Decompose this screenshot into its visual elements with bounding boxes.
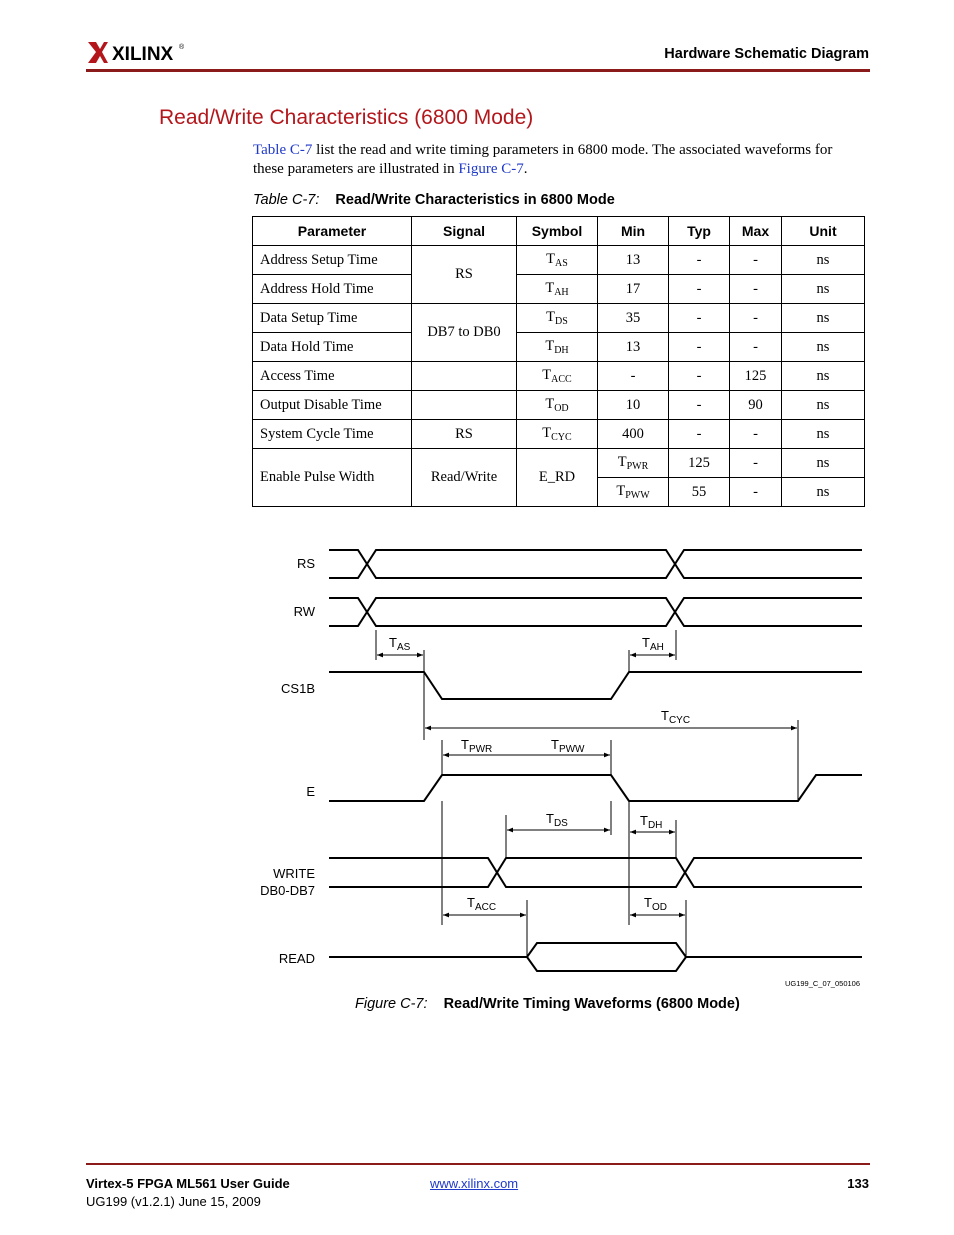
cell-symbol: $T_{DH}$ (517, 333, 598, 362)
table-row (253, 275, 865, 304)
timing-waveform-diagram (0, 530, 954, 995)
section-title: Read/Write Characteristics (6800 Mode) (159, 106, 534, 129)
signal-label-e: E (306, 784, 315, 799)
cell-typ: - (669, 362, 730, 391)
tas-label: $T_{AS}$ (389, 635, 411, 653)
table-caption-number: Table C-7: (253, 192, 320, 208)
cell-typ: - (730, 449, 782, 478)
header-typ: Typ (669, 217, 730, 246)
cell-symbol: $T_{ACC}$ (517, 362, 598, 391)
cell-unit: ns (782, 362, 865, 391)
tod-label: $T_{OD}$ (644, 895, 667, 913)
cell-min: 400 (598, 420, 669, 449)
footer-rule (86, 1163, 870, 1165)
rs-waveform-upper (329, 550, 862, 578)
signal-label-db: DB0-DB7 (260, 883, 315, 898)
cell-symbol: E_RD (517, 449, 598, 507)
cell-unit: ns (782, 391, 865, 420)
header-symbol: Symbol (517, 217, 598, 246)
cell-min: 55 (669, 478, 730, 507)
intro-paragraph (253, 141, 853, 179)
rs-waveform-lower (329, 550, 862, 578)
tcyc-label: $T_{CYC}$ (661, 708, 691, 726)
cell-parameter: Address Setup Time (253, 246, 412, 275)
cell-max: - (730, 333, 782, 362)
cell-parameter: Enable Pulse Width (253, 449, 412, 507)
cell-subsymbol: $T_{PWW}$ (598, 478, 669, 507)
cell-unit: ns (782, 449, 865, 478)
cell-unit: ns (782, 420, 865, 449)
cell-typ: - (669, 420, 730, 449)
cell-max: 125 (730, 362, 782, 391)
table-row (253, 304, 865, 333)
write-waveform-upper (329, 858, 862, 887)
header-title: Hardware Schematic Diagram (664, 46, 869, 62)
tpwr-label: $T_{PWR}$ (461, 737, 493, 755)
header-signal: Signal (412, 217, 517, 246)
table-header-row (253, 217, 865, 246)
cell-signal (412, 391, 517, 420)
cell-parameter: System Cycle Time (253, 420, 412, 449)
tah-label: $T_{AH}$ (642, 635, 664, 653)
read-waveform-upper (329, 943, 862, 957)
cs1b-waveform (329, 672, 862, 699)
footer-doc-title: Virtex-5 FPGA ML561 User Guide (86, 1176, 290, 1191)
table-row (253, 246, 865, 275)
cell-unit: ns (782, 275, 865, 304)
header-parameter: Parameter (253, 217, 412, 246)
cell-unit: ns (782, 246, 865, 275)
footer-revision: UG199 (v1.2.1) June 15, 2009 (86, 1194, 261, 1209)
header-min: Min (598, 217, 669, 246)
cell-symbol: $T_{AH}$ (517, 275, 598, 304)
table-link[interactable]: Table C-7 (253, 142, 313, 158)
cell-min: 13 (598, 333, 669, 362)
signal-label-rw: RW (293, 604, 315, 619)
rw-waveform-upper (329, 598, 862, 626)
figure-code: UG199_C_07_050106 (784, 979, 860, 988)
write-waveform-lower (329, 858, 862, 887)
registered-mark: ® (179, 44, 185, 51)
cell-parameter: Data Setup Time (253, 304, 412, 333)
figure-caption (355, 996, 740, 1012)
cell-unit: ns (782, 478, 865, 507)
cell-typ: - (669, 333, 730, 362)
table-caption-title: Read/Write Characteristics in 6800 Mode (335, 192, 615, 208)
cell-min: - (598, 362, 669, 391)
signal-label-write: WRITE (273, 866, 315, 881)
table-row (253, 420, 865, 449)
cell-min: 17 (598, 275, 669, 304)
cell-min: 10 (598, 391, 669, 420)
footer-url-link[interactable]: www.xilinx.com (430, 1176, 519, 1191)
e-waveform (329, 775, 862, 801)
cell-signal: DB7 to DB0 (412, 304, 517, 362)
intro-text-2: . (523, 161, 528, 177)
table-row (253, 362, 865, 391)
tpww-label: $T_{PWW}$ (551, 737, 585, 755)
cell-symbol: $T_{CYC}$ (517, 420, 598, 449)
cell-typ: - (669, 304, 730, 333)
xilinx-logo (86, 38, 186, 68)
cell-symbol: $T_{OD}$ (517, 391, 598, 420)
figure-caption-number: Figure C-7: (355, 996, 428, 1012)
timing-parameter-table (252, 216, 865, 507)
cell-unit: ns (782, 333, 865, 362)
cell-typ: - (669, 246, 730, 275)
header-rule (86, 69, 870, 72)
logo-text: XILINX (112, 44, 174, 65)
figure-link[interactable]: Figure C-7 (458, 161, 524, 177)
cell-parameter: Address Hold Time (253, 275, 412, 304)
tds-label: $T_{DS}$ (546, 811, 568, 829)
cell-parameter: Output Disable Time (253, 391, 412, 420)
signal-label-read: READ (278, 951, 315, 966)
cell-min: 125 (669, 449, 730, 478)
cell-parameter: Access Time (253, 362, 412, 391)
cell-signal (412, 362, 517, 391)
cell-parameter: Data Hold Time (253, 333, 412, 362)
table-row (253, 391, 865, 420)
tdh-label: $T_{DH}$ (640, 813, 663, 831)
cell-max: - (730, 275, 782, 304)
cell-min: 35 (598, 304, 669, 333)
header-unit: Unit (782, 217, 865, 246)
cell-max: - (730, 304, 782, 333)
signal-label-rs: RS (296, 556, 315, 571)
cell-symbol: $T_{AS}$ (517, 246, 598, 275)
cell-unit: ns (782, 304, 865, 333)
tacc-label: $T_{ACC}$ (467, 895, 497, 913)
cell-signal: RS (412, 420, 517, 449)
cell-subsymbol: $T_{PWR}$ (598, 449, 669, 478)
table-caption (253, 192, 615, 208)
cell-typ: - (730, 478, 782, 507)
cell-typ: - (669, 391, 730, 420)
cell-min: 13 (598, 246, 669, 275)
table-row (253, 333, 865, 362)
cell-signal: Read/Write (412, 449, 517, 507)
signal-label-cs1b: CS1B (281, 681, 315, 696)
cell-max: - (730, 420, 782, 449)
cell-signal: RS (412, 246, 517, 304)
figure-caption-title: Read/Write Timing Waveforms (6800 Mode) (443, 996, 740, 1012)
cell-max: 90 (730, 391, 782, 420)
read-waveform-lower (527, 957, 686, 971)
intro-text-1: list the read and write timing parameters in 6800 mode. The associated waveforms for these parameters are illustrated in (253, 142, 833, 177)
rw-waveform-lower (329, 598, 862, 626)
header-max: Max (730, 217, 782, 246)
cell-typ: - (669, 275, 730, 304)
table-row (253, 449, 865, 478)
page-number: 133 (847, 1176, 869, 1191)
cell-max: - (730, 246, 782, 275)
cell-symbol: $T_{DS}$ (517, 304, 598, 333)
